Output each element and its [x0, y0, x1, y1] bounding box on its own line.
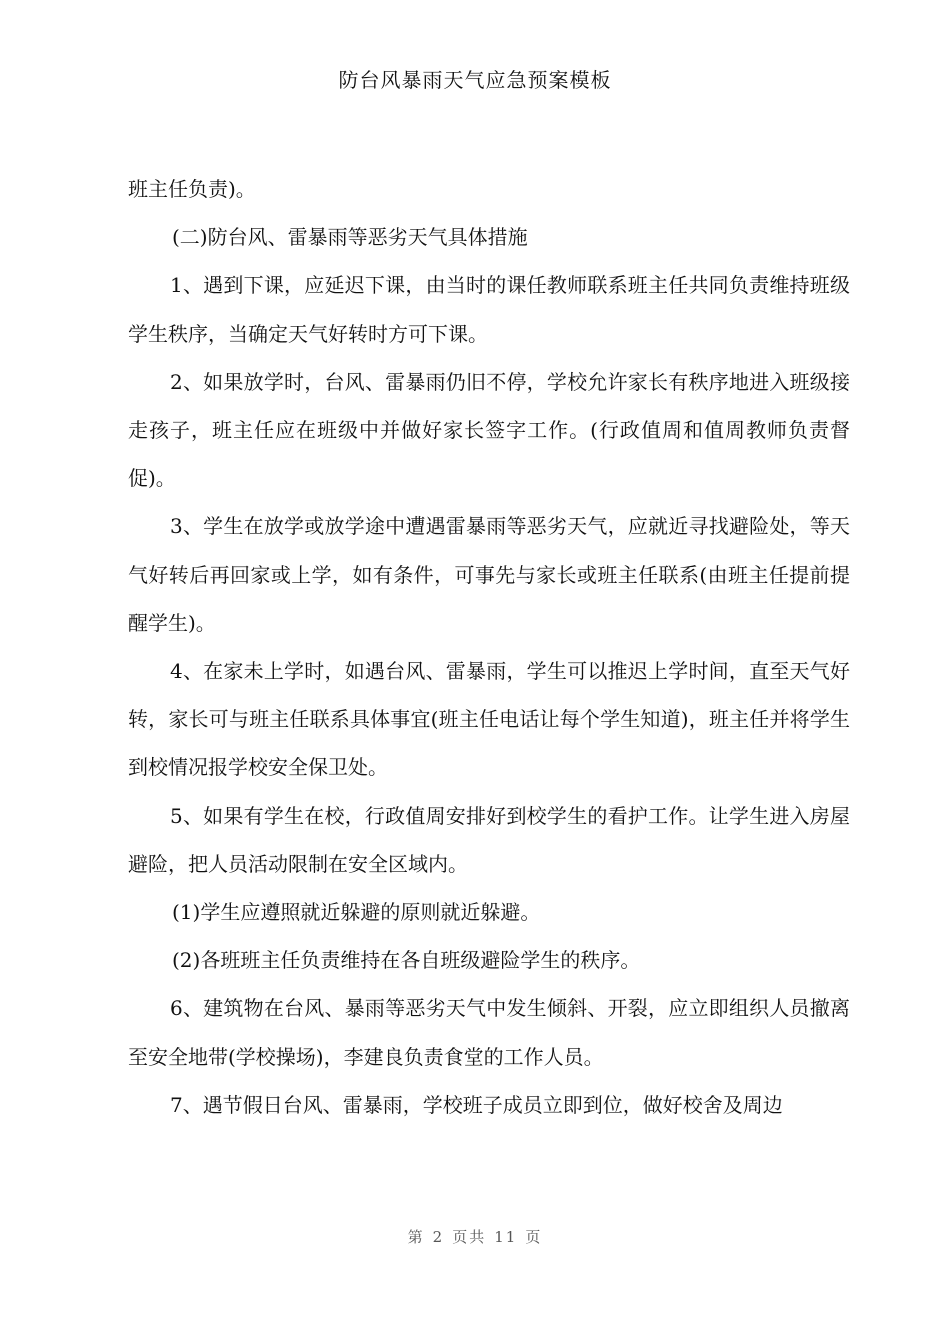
sub-item-2: (2)各班班主任负责维持在各自班级避险学生的秩序。 [172, 948, 641, 973]
page-footer [0, 1226, 950, 1247]
paragraph-item-3: 3、学生在放学或放学途中遭遇雷暴雨等恶劣天气，应就近寻找避险处，等天气好转后再回家或上学，如有条件，可事先与家长或班主任联系(由班主任提前提醒学生)。 [128, 514, 850, 635]
section-heading: (二)防台风、雷暴雨等恶劣天气具体措施 [172, 225, 528, 250]
footer-suffix: 页 [525, 1228, 543, 1246]
footer-page-number: 2 [432, 1228, 445, 1246]
paragraph-item-7: 7、遇节假日台风、雷暴雨，学校班子成员立即到位，做好校舍及周边 [170, 1092, 783, 1117]
footer-total-pages: 11 [494, 1228, 518, 1246]
paragraph-item-2: 2、如果放学时，台风、雷暴雨仍旧不停，学校允许家长有秩序地进入班级接走孩子，班主任应在班级中并做好家长签字工作。(行政值周和值周教师负责督促)。 [128, 369, 850, 491]
sub-item-1: (1)学生应遵照就近躲避的原则就近躲避。 [172, 900, 541, 925]
paragraph-continuation: 班主任负责)。 [128, 177, 256, 201]
paragraph-item-1: 1、遇到下课，应延迟下课，由当时的课任教师联系班主任共同负责维持班级学生秩序，当确定天气好转时方可下课。 [128, 273, 850, 346]
paragraph-item-4: 4、在家未上学时，如遇台风、雷暴雨，学生可以推迟上学时间，直至天气好转，家长可与班主任联系具体事宜(班主任电话让每个学生知道)，班主任并将学生到校情况报学校安全保卫处。 [128, 659, 850, 780]
document-body [128, 165, 850, 1129]
paragraph-item-5: 5、如果有学生在校，行政值周安排好到校学生的看护工作。让学生进入房屋避险，把人员活动限制在安全区域内。 [128, 803, 850, 876]
paragraph-item-6: 6、建筑物在台风、暴雨等恶劣天气中发生倾斜、开裂，应立即组织人员撤离至安全地带(学校操场)，李建良负责食堂的工作人员。 [128, 996, 850, 1069]
page-header-title: 防台风暴雨天气应急预案模板 [338, 68, 612, 92]
footer-prefix: 第 [407, 1228, 425, 1246]
footer-middle: 页共 [452, 1228, 487, 1246]
